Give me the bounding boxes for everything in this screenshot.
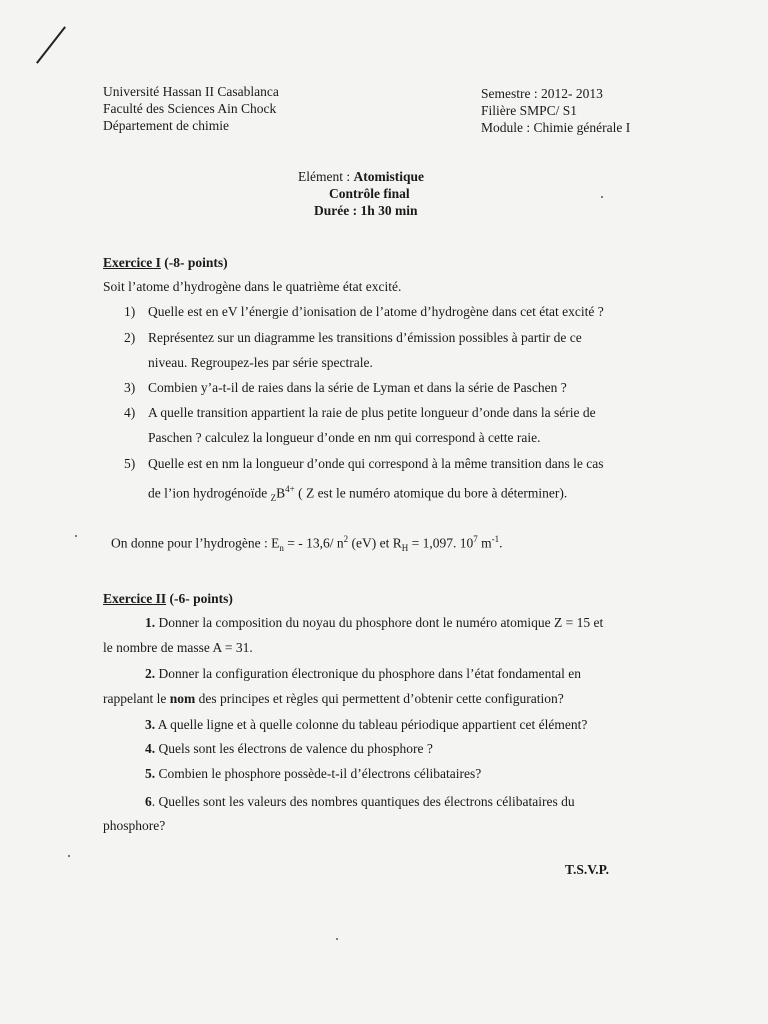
ex2-question-2: 2. Donner la configuration électronique du phosphore dans l’état fondamental en [145, 666, 581, 681]
ex1-question-2-cont: niveau. Regroupez-les par série spectrale. [148, 355, 373, 370]
scan-speck [601, 196, 603, 198]
header-left [103, 83, 279, 134]
exercise-2-heading: Exercice II (-6- points) [103, 591, 233, 606]
faculty-name: Faculté des Sciences Ain Chock [103, 101, 277, 116]
filiere: Filière SMPC/ S1 [481, 103, 578, 118]
ex2-question-1-cont: le nombre de masse A = 31. [103, 640, 253, 655]
given-constants: On donne pour l’hydrogène : $E_n$ = - 13,6/ $n^2$ (eV) et $R_H = 1,097$. $10^7$ $m^{-1}$. [111, 534, 503, 554]
module: Module : Chimie générale I [481, 120, 631, 135]
tsvp-footer: T.S.V.P. [565, 862, 610, 877]
semester: Semestre : 2012- 2013 [481, 86, 603, 101]
scan-speck [68, 855, 70, 857]
scan-speck [75, 535, 77, 537]
exam-subtitle: Contrôle final [329, 186, 410, 201]
ex1-question-3: 3) Combien y’a-t-il de raies dans la série de Lyman et dans la série de Paschen ? [124, 380, 567, 395]
scan-speck [336, 938, 338, 940]
exercise-1-intro: Soit l’atome d’hydrogène dans le quatrième état excité. [103, 279, 402, 294]
ex2-question-4: 4. Quels sont les électrons de valence du phosphore ? [145, 741, 433, 756]
ex1-question-5: 5) Quelle est en nm la longueur d’onde qui correspond à la même transition dans le cas [124, 456, 604, 471]
header-right [481, 85, 630, 136]
ex2-question-5: 5. Combien le phosphore possède-t-il d’électrons célibataires? [145, 766, 482, 781]
ex2-question-6: 6. Quelles sont les valeurs des nombres quantiques des électrons célibataires du [145, 794, 575, 809]
pen-slash-mark [36, 26, 66, 63]
exam-duration: Durée : 1h 30 min [314, 203, 418, 218]
exam-title [298, 168, 424, 219]
ex2-question-1: 1. Donner la composition du noyau du phosphore dont le numéro atomique Z = 15 et [145, 615, 604, 630]
ex1-question-4-cont: Paschen ? calculez la longueur d’onde en nm qui correspond à cette raie. [148, 430, 541, 445]
ex1-question-4: 4) A quelle transition appartient la raie de plus petite longueur d’onde dans la série de [124, 405, 596, 420]
exercise-1-heading: Exercice I (-8- points) [103, 255, 228, 270]
ex2-question-6-cont: phosphore? [103, 818, 166, 833]
department-name: Département de chimie [103, 118, 229, 133]
ex2-question-2-cont: rappelant le nom des principes et règles qui permettent d’obtenir cette configuration? [103, 691, 564, 706]
ex2-question-3: 3. A quelle ligne et à quelle colonne du tableau périodique appartient cet élément? [145, 717, 588, 732]
ex1-question-2: 2) Représentez sur un diagramme les transitions d’émission possibles à partir de ce [124, 330, 582, 345]
ex1-question-1: 1) Quelle est en eV l’énergie d’ionisation de l’atome d’hydrogène dans cet état excité ? [124, 304, 604, 319]
element-line: Elément : Atomistique [298, 169, 424, 184]
university-name: Université Hassan II Casablanca [103, 84, 279, 99]
ex1-question-5-cont: de l’ion hydrogénoïde $_ZB^{4+}$ ( Z est le numéro atomique du bore à déterminer). [148, 484, 568, 504]
